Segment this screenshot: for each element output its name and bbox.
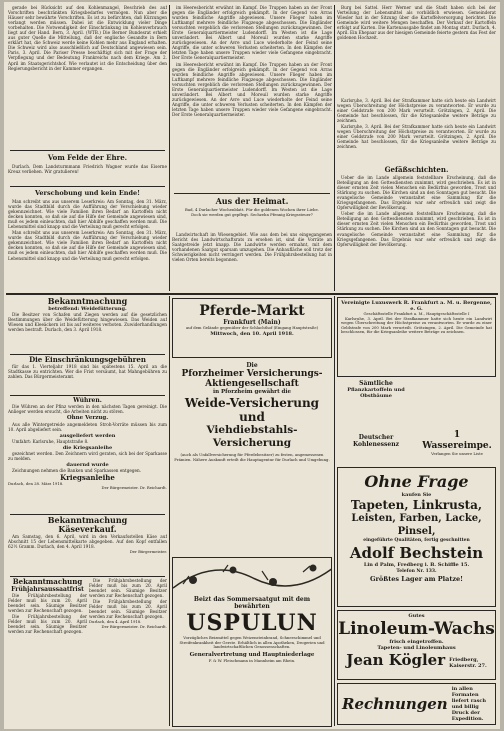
ad-tel: Telefon Nr. 133. [396, 568, 437, 574]
article-subtext: Bad, 4 Durlacher Wochenblatt. Für die goldenen Wochen ihrer Liebe. Doch sie werden gut gepflegt. Sechzehn Pfennig Kriegssteuer? [185, 208, 319, 217]
article-text: Burg bei Sattel. Herr Werner und die Stadt haben sich bei der Verteilung der Lebensmittel als vorbildlich erwiesen. Gemeinderat Wiesler hat in der Sitzung über die Kartoffelversorgung berichtet. Die Gemeinde wird weitere Mengen beschaffen. Der Verkauf der Kartoffeln erfolgt auf Karten. Die Kartenausgabe findet am Montag statt. Durlach, 4. April. Ein Ehepaar aus der hiesigen Gemeinde feierte gestern das Fest der goldenen Hochzeit. [337, 5, 496, 41]
ad-title-3: Viehdiebstahls-Versicherung [206, 424, 298, 449]
ad-body: auf dem Gelände gegenüber der Schlachthof (Eingang Hauptstraße) [185, 326, 319, 330]
column-separator [169, 5, 170, 291]
notice-text [8, 439, 167, 445]
ad-pre: Gutes [408, 613, 425, 619]
article-text: Landwirtschaft im Wiesengebiet. Wie aus dem bei uns eingegangenen Bericht des Landwirtschaftsrats zu ersehen ist, sind die Vorräte an Saatgetreide jetzt knapp. Die Landwirte werden ermahnt, mit dem vorhandenen Saatgut sparsam umzugehen. Die Anbaufläche soll trotz der Schwierigkeiten nicht verringert werden. Die Frühjahrsbestellung hat in vielen Orten bereits begonnen. [172, 232, 332, 263]
notice-text [8, 364, 167, 380]
article-text: Man schreibt uns aus unserem Leserkreis: Am Sonntag, den 31. März, wurde das Stadtbild durch die Aufführung der Verschiebung wieder gekennzeichnet. Wie viele Familien ihren Bedarf an Kartoffeln nicht decken konnten, so daß sie auf die Hilfe der Gemeinde angewiesen sind, muß es jedem einleuchten, daß hier Abhilfe geschaffen werden muß. Die Lebensmittel sind knapp und die Verteilung muß gerecht erfolgen. [8, 230, 167, 261]
ad-sub: in Pforzheim gewährt die [213, 389, 291, 395]
divider [10, 354, 165, 355]
ad-text [173, 326, 331, 331]
ad-title: Pferde-Markt [199, 303, 305, 319]
divider [10, 395, 165, 396]
notice-frueh-right [89, 578, 167, 696]
divider [10, 150, 165, 151]
ad-rechnungen [337, 683, 496, 725]
ad-title: 1 Wassereimpe. [422, 430, 492, 451]
notice-title: Die Einschränkungsgebühren [29, 356, 146, 364]
notice-subtitle: betreffend: Weidefütterung. [48, 306, 127, 312]
notice-text [89, 578, 167, 620]
notice-body: Die Frühjahrsbestellung der Felder muß bis zum 20. April beendet sein. Säumige Besitzer werden zur Rechenschaft gezogen. [8, 614, 87, 635]
column-separator [169, 296, 170, 726]
ad-body: Vorzügliches Beizmittel gegen Weizensteinbrand, Schneeschimmel und Streifenkrankheit der Gerste. Erhältlich in allen Apotheken, Drogerien und landwirtschaftlichen Genossenschaften. [179, 636, 325, 650]
ad-name: Jean Kögler [346, 651, 446, 669]
ad-city-block [449, 657, 487, 669]
ad-title: Ohne Frage [364, 472, 469, 491]
ad-city: Friedberg, [449, 657, 479, 663]
ad-body: Verlangen Sie unsere Liste [431, 452, 483, 456]
notice-subtitle: Käseverkauf. [58, 524, 117, 534]
ad-line-1: Tapeten, Linkrusta, [350, 498, 483, 512]
article-text: Karlsruhe, 3. April. Bei der Strafkammer hatte sich heute ein Landwirt wegen Überschreitung der Höchstpreise zu verantworten. Er wurde zu einer Geldstrafe von 200 Mark verurteilt. Grötzingen, 2. April. Die Gemeinde hat beschlossen, für die Kriegsanleihe weitere Beträge zu zeichnen. [337, 124, 496, 150]
ad-name: Adolf Bechstein [349, 544, 484, 562]
article-text: im Heeresbericht erwähnt im Kampf. Die Truppen haben an der Front gegen die Engländer erfolgreich gekämpft. In der Gegend von Arras wurden feindliche Angriffe abgewiesen. Unsere Flieger haben im Luftkampf mehrere feindliche Flugzeuge abgeschossen. Die Engländer versuchten vergeblich die verlorenen Stellungen zurückzugewinnen. Der Erste Generalquartiermeister Ludendorff. Im Westen ist die Lage unverändert. Bei Albert und Moreuil wurden starke Angriffe zurückgewiesen. An der Avre und Luce wiederholte der Feind seine Angriffe, die unter schweren Verlusten scheiterten. In den Kämpfen der letzten Tage haben unsere Truppen wieder viele Gefangene eingebracht. Der Erste Generalquartiermeister. [172, 61, 332, 117]
article-text: Durlach. Dem Landsturmmann Friedrich Wagner wurde das Eiserne Kreuz verliehen. Wir gratulieren! [8, 164, 167, 175]
ad-text: in allen Formaten liefert rasch und billig Druck der Expedition. [451, 686, 487, 722]
notice-text [8, 422, 167, 433]
ad-linoleum [337, 610, 496, 680]
column-3-body3 [337, 175, 496, 290]
section-heading-ehre: Vom Felde der Ehre. [47, 153, 128, 162]
notice-body: Die Wühren an der Pfinz werden in den nächsten Tagen gereinigt. Die Anlieger werden ersucht, die Arbeiten nicht zu stören. [8, 404, 167, 415]
column-1-verschobung [8, 199, 167, 291]
notice-body: Aus alle Wintergetreide angemeldeten Stroh-Vorräte müssen bis zum 10. April abgeliefert sein. [8, 421, 167, 432]
ad-luxuswerk [337, 297, 496, 377]
ad-foot-body: F. & W. Fleischmann in Mannheim am Rhein. [208, 658, 296, 663]
ad-city: Frankfurt (Main) [223, 319, 281, 326]
notice-subhead: die Kriegsanleihe [62, 444, 113, 451]
ad-line-2: Leisten, Farben, Lacke, Pinsel, [351, 513, 482, 537]
notice-sign-text: Der Bürgermeister. Dr. Reichardt. [101, 624, 167, 629]
notice-wuhr [8, 397, 167, 507]
notice-schonung [8, 297, 167, 353]
ad-bechstein [337, 467, 496, 607]
ad-body: (auch als Unfallversicherung für Pferdebesitzer) zu festen, angemessenen Prämien. Nähere Auskunft erteilt die Hauptagentur für Durlach und Umgebung. [174, 453, 330, 462]
column-2-body2 [172, 232, 332, 290]
divider [174, 193, 330, 194]
ad-addr: Lin d Palm, Fredberg i. B. Schiffle 15. [363, 562, 470, 568]
notice-date-text: Durlach, den 28. März 1918. [8, 481, 64, 486]
notice-sign [8, 486, 167, 491]
column-2-sub [184, 208, 320, 230]
notice-body: Am Samstag, den 6. April, wird in den Verkaufsstellen Käse auf Abschnitt 15 der Lebensmittelkarte abgegeben. Auf den Kopf entfallen 62½ Gramm. Durlach, den 4. April 1918. [8, 534, 167, 550]
ad-text [418, 452, 496, 457]
ad-body: Geschäftsstelle Frankfurt a. M., Hauptgeschäftsstelle I [363, 312, 470, 316]
ad-addr: Tapeten- und Linoleumhaus [377, 645, 456, 651]
ad-text [173, 636, 331, 650]
column-2-top [172, 5, 332, 192]
article-text: Man schreibt uns aus unserem Leserkreis: Am Sonntag, den 31. März, wurde das Stadtbild durch die Aufführung der Verschiebung wieder gekennzeichnet. Wie viele Familien ihren Bedarf an Kartoffeln nicht decken konnten, so daß sie auf die Hilfe der Gemeinde angewiesen sind, muß es jedem einleuchten, daß hier Abhilfe geschaffen werden muß. Die Lebensmittel sind knapp und die Verteilung muß gerecht erfolgen. [8, 199, 167, 230]
ad-wassereimer [418, 380, 496, 464]
ad-foot-text [173, 659, 331, 664]
notice-text [8, 593, 87, 635]
notice-sign-text: Der Bürgermeister. Dr. Reichardt. [101, 486, 167, 491]
ad-line-3: eingeführte Qualitäten, fertig geschnitten [363, 538, 470, 543]
ad-title: Sämtliche [359, 380, 393, 387]
notice-title: Bekanntmachung [12, 578, 83, 586]
notice-body: für das 1. Vierteljahr 1918 sind bis spätestens 15. April an die Stadtkasse zu entrichten. Wer die Frist versäumt, hat Mahngebühren zu zahlen. Das Bürgermeisteramt. [8, 364, 167, 380]
notice-sign-text: Der Bürgermeister. [129, 550, 167, 555]
notice-body: Die Besitzer von Schafen und Ziegen werden auf die gesetzlichen Bestimmungen über die Weidefütterung hingewiesen. Das Weiden auf Wiesen und Kleeäckern ist bis auf weiteres verboten. Zuwiderhandlungen werden bestraft. Durlach, den 3. April 1918. [8, 312, 167, 332]
ad-versicherung [172, 362, 332, 502]
ad-pre: Beizt das Sommersaatgut mit dem bewährten [193, 596, 311, 610]
notice-subhead: ausgeliefert werden [59, 432, 116, 439]
notice-body: Die Frühjahrsbestellung der Felder muß bis zum 20. April beendet sein. Säumige Besitzer werden zur Rechenschaft gezogen. [89, 578, 167, 599]
notice-text [8, 534, 167, 550]
vine-ornament-icon [173, 558, 332, 598]
ad-foot: Größtes Lager am Platze! [369, 574, 464, 583]
ad-title: Deutscher Kohlenessenz [352, 434, 400, 448]
notice-text [8, 468, 167, 474]
notice-kaese [8, 516, 167, 574]
notice-sign [8, 550, 167, 555]
ad-sub: frisch eingetroffen. [389, 639, 444, 645]
column-separator [334, 5, 335, 291]
column-3-top [337, 5, 496, 97]
ad-title-2: Weide-Versicherung und [184, 396, 320, 424]
notice-sign [89, 625, 167, 630]
column-3-body2 [337, 98, 496, 160]
ad-sub: Pflanzkartoffeln und Obstbäume [347, 387, 405, 399]
notice-subtitle: Frühjahrsaussaatfrist [11, 586, 84, 593]
ad-row [338, 684, 495, 724]
ad-pflanz [337, 380, 415, 432]
notice-frueh [8, 578, 87, 696]
notice-date-text: Durlach, den 4. April 1918. [89, 620, 142, 625]
section-heading-verschobung: Verschobung und kein Ende! [34, 189, 141, 197]
article-text: im Heeresbericht erwähnt im Kampf. Die Truppen haben an der Front gegen die Engländer erfolgreich gekämpft. In der Gegend von Arras wurden feindliche Angriffe abgewiesen. Unsere Flieger haben im Luftkampf mehrere feindliche Flugzeuge abgeschossen. Die Engländer versuchten vergeblich die verlorenen Stellungen zurückzugewinnen. Der Erste Generalquartiermeister Ludendorff. Im Westen ist die Lage unverändert. Bei Albert und Moreuil wurden starke Angriffe zurückgewiesen. An der Avre und Luce wiederholte der Feind seine Angriffe, die unter schweren Verlusten scheiterten. In den Kämpfen der letzten Tage haben unsere Truppen wieder viele Gefangene eingebracht. Der Erste Generalquartiermeister. [172, 5, 332, 61]
notice-body: Die Frühjahrsbestellung der Felder muß bis zum 20. April beendet sein. Säumige Besitzer werden zur Rechenschaft gezogen. [8, 593, 87, 614]
ad-street: Kaiserstr. 27. [449, 663, 487, 669]
notice-text [8, 451, 167, 462]
ad-head: Die [246, 362, 258, 369]
notice-title: Bekanntmachung [47, 297, 128, 306]
divider [10, 186, 165, 187]
notice-title: Wühren. [73, 397, 102, 404]
notice-subhead: Kriegsanleihe [60, 472, 115, 482]
article-text: gerade bei Rücksicht auf den Kohlenmangel, Beschrieb des auf Vorschriften beschränkten Kriegsbedarfes vermögen. Nun aber die Häuser sehr bewährte Vorschriften. Es ist zu befürchten, daß Kürzungen verlangt werden müssen. Dabei ist die Entwicklung vieler Dinge vorbehalten. Die Notwendigkeit der Einschränkung im Kohlenverbrauch liegt auf der Hand. Bern, 3. April. (WTB.) Die Berner Bundesrat erhielt aus guter Quelle die Mitteilung, daß der englische Gesandte in Bern erklärt hat, die Schweiz werde keine Kohlen mehr aus England erhalten. Die Schweiz wird also ausschließlich auf Deutschland angewiesen sein. Paris, 3. April. Die Pariser Presse beschäftigt sich mit der Frage der Verpflegung und der Bedeutung Frankreichs nach dem Kriege. Am 2. April im Staatsgerichtshof. Wie verlautet ist die Entscheidung über den Regierungsbericht in der Kammer ergangen. [8, 5, 167, 71]
article-text: Ueber die im Lande allgemein feststellbare Erscheinung, daß die Beteiligung an den Gottesdiensten zunimmt, wird geschrieben. Es ist in dieser ernsten Zeit vielen Menschen ein Bedürfnis geworden, Trost und Stärkung zu suchen. Die Kirchen sind an den Sonntagen gut besucht. Die evangelische Gemeinde veranstaltet eine Sammlung für die Kriegsgefangenen. Das Ergebnis war sehr erfreulich und zeigt die Opferwilligkeit der Bevölkerung. [337, 211, 496, 247]
ad-title: Pforzheimer Versicherungs-Aktiengesellschaft [181, 369, 323, 389]
notice-text [8, 312, 167, 333]
ad-filler [338, 317, 495, 336]
ad-foot: Generalvertretung und Hauptniederlage [189, 651, 315, 658]
divider [10, 514, 165, 515]
ad-name-row [338, 651, 495, 669]
article-text: Ueber die im Lande allgemein feststellbare Erscheinung, daß die Beteiligung an den Gottesdiensten zunimmt, wird geschrieben. Es ist in dieser ernsten Zeit vielen Menschen ein Bedürfnis geworden, Trost und Stärkung zu suchen. Die Kirchen sind an den Sonntagen gut besucht. Die evangelische Gemeinde veranstaltet eine Sammlung für die Kriegsgefangenen. Das Ergebnis war sehr erfreulich und zeigt die Opferwilligkeit der Bevölkerung. [337, 175, 496, 211]
ad-kohle [337, 434, 415, 464]
column-1-ehre [8, 164, 167, 184]
ad-sub: kaufen Sie [401, 492, 432, 498]
column-separator [334, 296, 335, 726]
section-divider [6, 293, 498, 295]
notice-text [8, 404, 167, 415]
notice-subhead: Ohne Verzug. [66, 415, 109, 422]
notice-body: gezeichnet werden. Den Zeichnern wird geraten, sich bei der Sparkasse zu melden. [8, 450, 167, 461]
notice-subhead: dauernd wurde [66, 461, 109, 468]
ad-uspulun [172, 557, 332, 727]
article-text: Karlsruhe, 3. April. Bei der Strafkammer hatte sich heute ein Landwirt wegen Überschreitung der Höchstpreise zu verantworten. Er wurde zu einer Geldstrafe von 200 Mark verurteilt. Grötzingen, 2. April. Die Gemeinde hat beschlossen, für die Kriegsanleihe weitere Beträge zu zeichnen. [337, 98, 496, 124]
divider [10, 576, 165, 577]
notice-body: Zeichnungen nehmen die Banken und Sparkassen entgegen. [12, 467, 142, 473]
column-1-top [8, 5, 167, 145]
ad-text [172, 453, 332, 462]
newspaper-page [4, 2, 500, 729]
ad-title: Linoleum-Wachs [338, 619, 495, 639]
ad-pferdemarkt [172, 298, 332, 358]
section-heading-heimat: Aus der Heimat. [215, 196, 289, 206]
notice-einschraenkung [8, 356, 167, 394]
ad-date: Mittwoch, den 10. April 1918. [210, 330, 294, 337]
ad-title: Rechnungen [342, 695, 448, 713]
notice-body: Umfahrt: Karlsruhe, Hauptstraße 8. [12, 438, 89, 444]
ad-title: USPULUN [186, 610, 318, 636]
ad-filler-text: Karlsruhe, 3. April. Bei der Strafkammer hatte sich heute ein Landwirt wegen Überschreitung der Höchstpreise zu verantworten. Er wurde zu einer Geldstrafe von 200 Mark verurteilt. Grötzingen, 2. April. Die Gemeinde hat beschlossen, für die Kriegsanleihe weitere Beträge zu zeichnen. [341, 316, 492, 335]
notice-body: Die Frühjahrsbestellung der Felder muß bis zum 20. April beendet sein. Säumige Besitzer werden zur Rechenschaft gezogen. [89, 599, 167, 620]
notice-title: Bekanntmachung [47, 516, 128, 525]
section-heading-gefaess: Gefäßschichten. [384, 165, 449, 174]
ad-title: Vereinigte Luxuswerk R. Frankfurt a. M. u. Bergenne, e. G. [341, 300, 492, 312]
